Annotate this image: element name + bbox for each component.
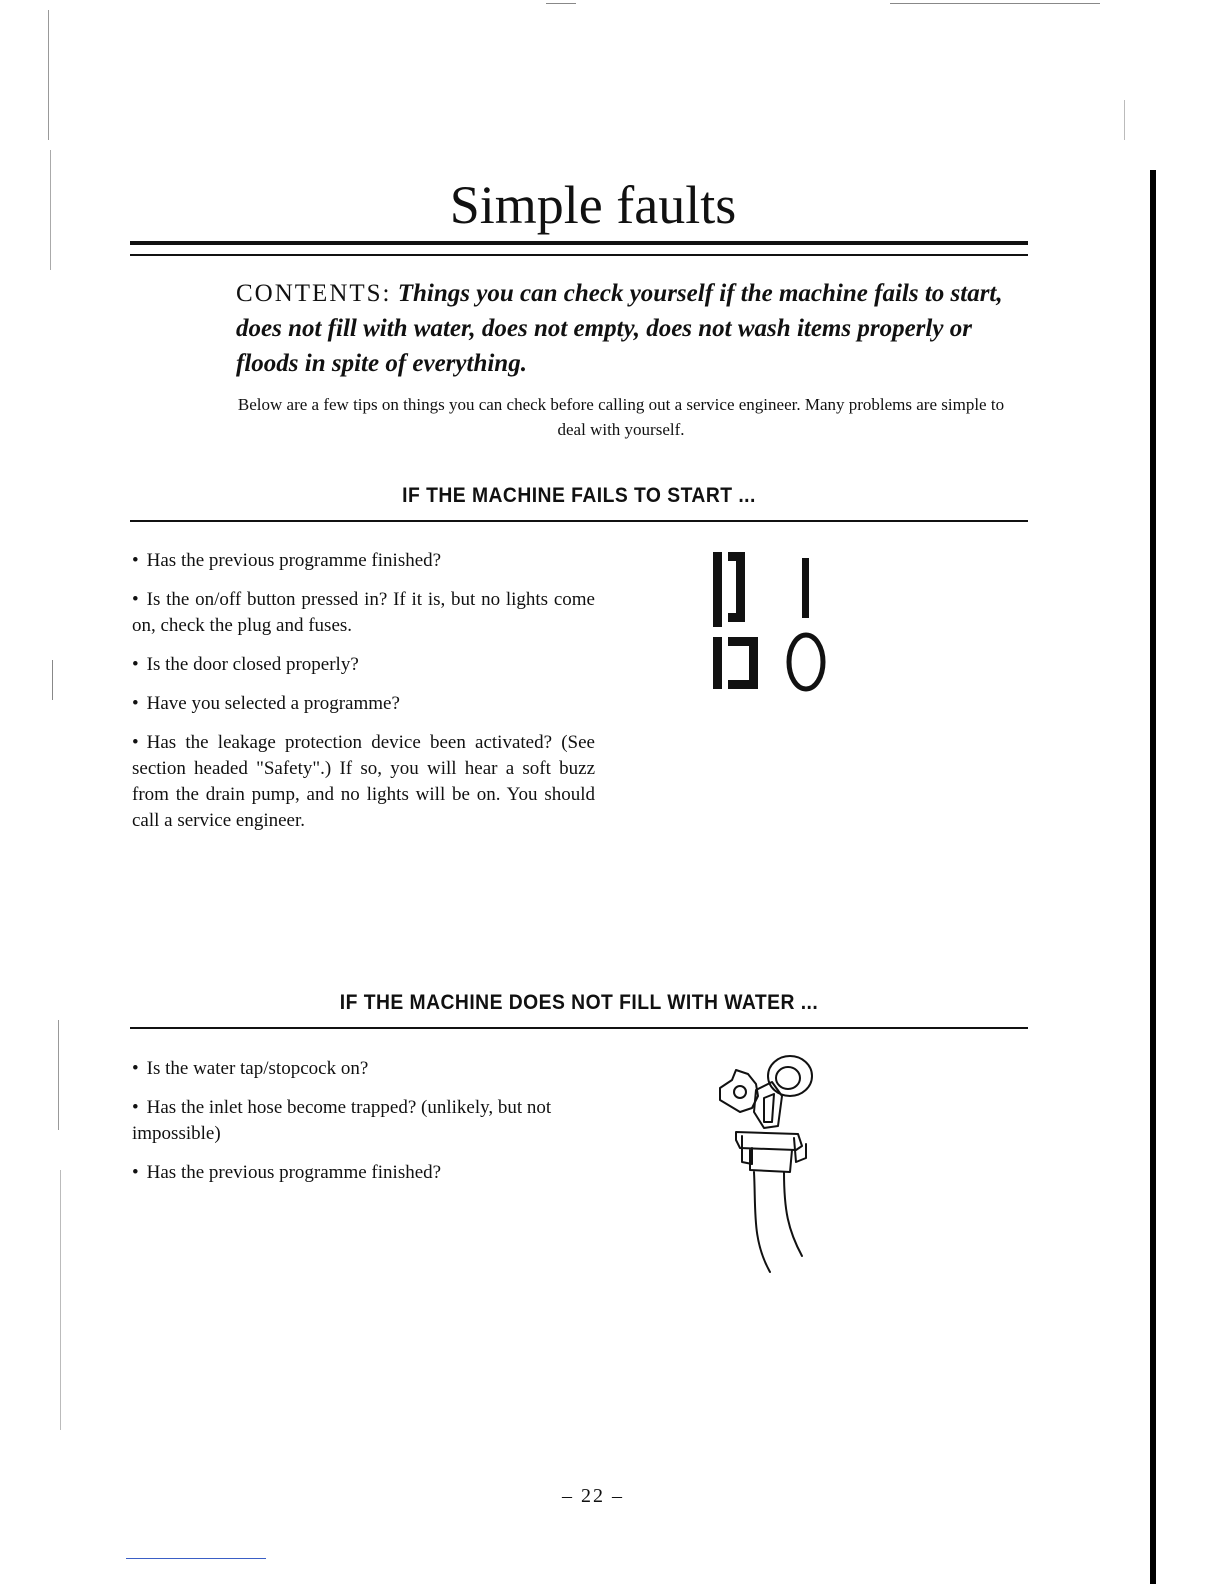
list-item: • Has the previous programme finished?: [132, 1160, 595, 1186]
list-item: • Has the previous programme finished?: [132, 548, 595, 574]
scan-artifact: [546, 3, 576, 4]
list-item: • Is the water tap/stopcock on?: [132, 1056, 595, 1082]
bullet-icon: •: [132, 1097, 139, 1118]
page-number: – 22 –: [562, 1485, 624, 1507]
section-rule: [130, 1027, 1028, 1029]
scan-artifact: [58, 1020, 59, 1130]
bullet-icon: •: [132, 550, 139, 571]
list-item: • Has the inlet hose become trapped? (unlikely, but not impossible): [132, 1097, 552, 1144]
contents-label: CONTENTS:: [236, 280, 392, 307]
scan-artifact: [60, 1170, 61, 1430]
bullet-icon: •: [132, 589, 139, 610]
intro-text: Below are a few tips on things you can check before calling out a service engineer. Many problems are simple to deal with yourself.: [237, 395, 1005, 439]
page-title: Simple faults: [449, 175, 737, 235]
bullet-icon: •: [132, 693, 139, 714]
contents-summary: [236, 276, 1006, 381]
bullet-icon: •: [132, 732, 139, 753]
scan-artifact: [48, 10, 49, 140]
contents-text: Things you can check yourself if the machine fails to start, does not fill with water, does not empty, does not wash items properly or floods in spite of everything.: [236, 280, 1003, 377]
list-item: • Is the on/off button pressed in? If it is, but no lights come on, check the plug and fuses.: [132, 589, 595, 636]
scan-artifact: [52, 660, 53, 700]
section-heading: IF THE MACHINE DOES NOT FILL WITH WATER ...: [339, 991, 819, 1014]
checklist: [132, 548, 595, 847]
section-rule: [130, 520, 1028, 522]
title-rule: [130, 254, 1028, 256]
bullet-icon: •: [132, 1162, 139, 1183]
title-rule: [130, 241, 1028, 245]
scan-edge: [1150, 170, 1156, 1584]
bullet-icon: •: [132, 1058, 139, 1079]
bullet-icon: •: [132, 654, 139, 675]
checklist: [132, 1056, 595, 1199]
section-heading: IF THE MACHINE FAILS TO START ...: [402, 484, 756, 507]
scan-artifact: [890, 3, 1100, 4]
list-item: • Is the door closed properly?: [132, 652, 595, 678]
list-item: • Have you selected a programme?: [132, 691, 595, 717]
water-tap-icon: [712, 1050, 822, 1278]
scan-artifact: [1124, 100, 1125, 140]
scan-artifact: [126, 1558, 266, 1559]
list-item: • Has the leakage protection device been activated? (See section headed "Safety".) If so, you will hear a soft buzz from the drain pump, and no lights will be on. You should call a service engineer.: [132, 732, 595, 831]
power-switch-icon: [708, 550, 832, 695]
